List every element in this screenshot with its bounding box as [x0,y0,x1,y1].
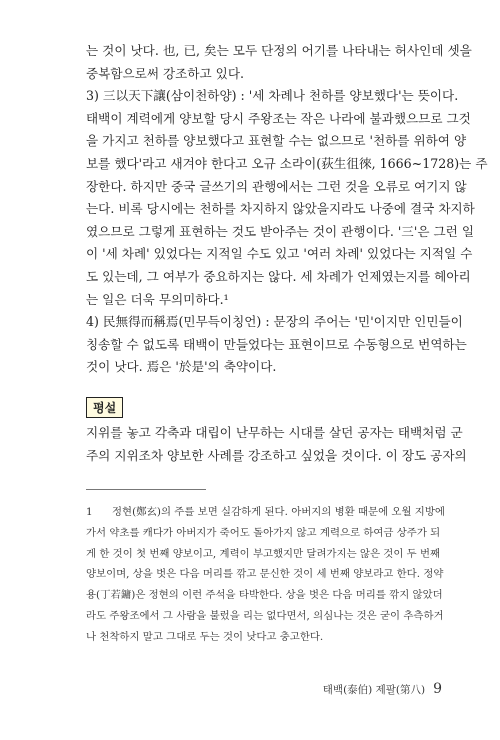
commentary-text [86,422,467,467]
footnote-line [86,502,445,523]
body-line: 칭송할 수 없도록 태백이 만들었다는 표현이므로 수동형으로 번역하는 [86,336,467,352]
footnote-line: 가서 약초를 캐다가 아버지가 죽어도 돌아가지 않고 계력으로 하여금 상주가 되 [86,526,441,539]
body-line: 는다. 비록 당시에는 천하를 차지하지 않았을지라도 나중에 결국 차지하 [86,201,475,217]
body-line: 보를 했다'라고 새겨야 한다고 오규 소라이(荻生徂徠, 1666~1728)는 주 [86,155,488,171]
page-footer [323,681,442,697]
footnote-line: 나 천착하지 말고 그대로 두는 것이 낫다고 충고한다. [86,630,324,643]
footnote [86,502,445,648]
body-line: 중복함으로써 강조하고 있다. [86,65,244,81]
body-text [86,40,488,379]
body-line: 장한다. 하지만 중국 글쓰기의 관행에서는 그런 것을 오류로 여기지 않 [86,178,467,194]
section-label-commentary: 평설 [86,397,123,418]
body-line: 이 '세 차례' 있었다는 지적일 수도 있고 '여러 차례' 있었다는 지적일 수 [86,246,473,262]
body-line: 것이 낫다. 焉은 '於是'의 축약이다. [86,359,277,375]
footnote-line: 용(丁若鏞)은 정현의 이런 주석을 타박한다. 상을 벗은 다음 머리를 깎지 않았더 [86,589,443,602]
body-line: 을 가지고 천하를 양보했다고 표현할 수는 없으므로 '천하를 위하여 양 [86,133,467,149]
body-line: 3) 三以天下讓(삼이천하양) : '세 차례나 천하를 양보했다'는 뜻이다. [86,88,459,104]
page-number: 9 [433,681,442,697]
footnote-line: 라도 주왕조에서 그 사람을 불렀을 리는 없다면서, 의심나는 것은 굳이 추측하거 [86,610,444,623]
commentary-line: 지위를 놓고 각축과 대립이 난무하는 시대를 살던 공자는 태백처럼 군 [86,424,463,440]
running-head: 태백(泰伯) 제팔(第八) [322,684,426,696]
body-line: 였으므로 그렇게 표현하는 것도 받아주는 것이 관행이다. '三'은 그런 일 [86,223,475,239]
footnote-line: 양보이며, 상을 벗은 다음 머리를 깎고 문신한 것이 세 번째 양보라고 한다. 정약 [86,568,444,581]
footnote-number: 1 [86,506,93,519]
footnote-divider [86,489,206,490]
body-line: 4) 民無得而稱焉(민무득이칭언) : 문장의 주어는 '민'이지만 인민들이 [86,314,463,330]
footnote-line: 게 한 것이 첫 번째 양보이고, 계력이 부고했지만 달려가지는 않은 것이 두 번째 [86,547,441,560]
commentary-line: 주의 지위조차 양보한 사례를 강조하고 싶었을 것이다. 이 장도 공자의 [86,447,467,463]
page-content [86,40,488,648]
body-line: 는 것이 낫다. 也, 已, 矣는 모두 단정의 어기를 나타내는 허사인데 셋을 [86,43,472,58]
body-line: 는 일은 더욱 무의미하다.¹ [86,291,229,307]
footnote-text: 정현(鄭玄)의 주를 보면 실감하게 된다. 아버지의 병환 때문에 오월 지방에 [112,506,445,519]
body-line: 태백이 계력에게 양보할 당시 주왕조는 작은 나라에 불과했으므로 그것 [86,110,471,126]
body-line: 도 있는데, 그 여부가 중요하지는 않다. 세 차례가 언제였는지를 헤아리 [86,268,471,284]
